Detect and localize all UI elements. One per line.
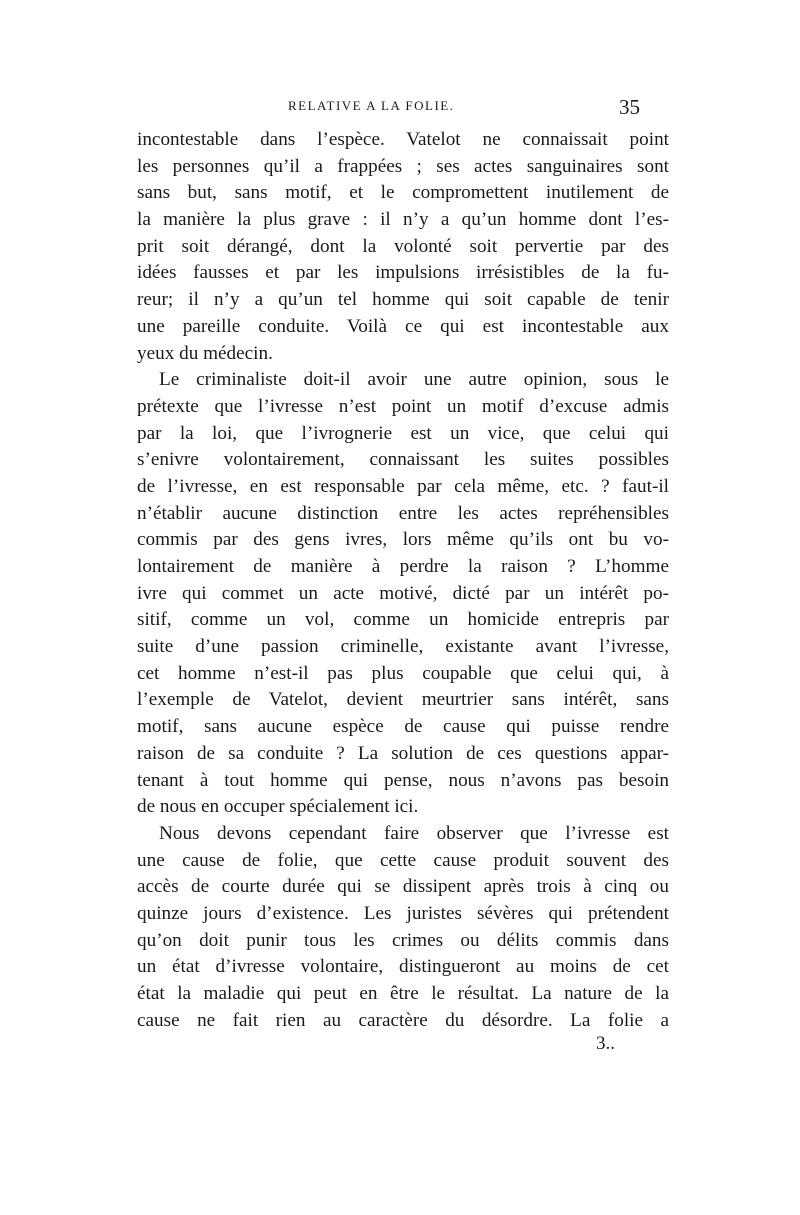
text-line: état la maladie qui peut en être le résultat. La nature de la	[137, 983, 669, 1004]
text-line: ivre qui commet un acte motivé, dicté par un intérêt po-	[137, 582, 669, 604]
text-line: sitif, comme un vol, comme un homicide entrepris par	[137, 609, 669, 631]
running-title: RELATIVE A LA FOLIE.	[288, 98, 455, 113]
text-line: prétexte que l’ivresse n’est point un motif d’excuse admis	[137, 395, 669, 417]
text-line: l’exemple de Vatelot, devient meurtrier sans intérêt, sans	[137, 689, 669, 711]
paragraph-1	[137, 127, 669, 367]
text-line: Le criminaliste doit-il avoir une autre opinion, sous le	[159, 369, 669, 391]
text-line: quinze jours d’existence. Les juristes sévères qui prétendent	[137, 902, 669, 924]
text-line: les personnes qu’il a frappées ; ses actes sanguinaires sont	[137, 155, 669, 177]
text-line: yeux du médecin.	[137, 342, 273, 364]
body-text	[137, 127, 669, 1034]
text-line: n’établir aucune distinction entre les actes repréhensibles	[137, 502, 669, 524]
text-line: une cause de folie, que cette cause produit souvent des	[137, 849, 669, 871]
text-line: prit soit dérangé, dont la volonté soit pervertie par des	[137, 235, 669, 257]
text-line: reur; il n’y a qu’un tel homme qui soit capable de tenir	[137, 289, 669, 311]
text-line: raison de sa conduite ? La solution de ces questions appar-	[137, 742, 669, 764]
text-line: Nous devons cependant faire observer que l’ivresse est	[159, 822, 669, 844]
paragraph-3	[137, 821, 669, 1035]
text-line: une pareille conduite. Voilà ce qui est incontestable aux	[137, 315, 669, 337]
text-line: incontestable dans l’espèce. Vatelot ne connaissait point	[137, 129, 669, 150]
text-line: tenant à tout homme qui pense, nous n’avons pas besoin	[137, 769, 669, 791]
text-line: par la loi, que l’ivrognerie est un vice, que celui qui	[137, 422, 669, 444]
page-number: 35	[619, 95, 640, 119]
text-line: cause ne fait rien au caractère du désordre. La folie a	[137, 1009, 669, 1031]
text-line: accès de courte durée qui se dissipent après trois à cinq ou	[137, 876, 669, 898]
text-line: suite d’une passion criminelle, existante avant l’ivresse,	[137, 636, 669, 658]
text-line: commis par des gens ivres, lors même qu’ils ont bu vo-	[137, 529, 669, 551]
text-line: qu’on doit punir tous les crimes ou délits commis dans	[137, 929, 669, 951]
text-line: un état d’ivresse volontaire, distingueront au moins de cet	[137, 956, 669, 978]
paragraph-2	[137, 367, 669, 821]
text-line: idées fausses et par les impulsions irrésistibles de la fu-	[137, 262, 669, 284]
text-line: lontairement de manière à perdre la raison ? L’homme	[137, 556, 669, 577]
text-line: s’enivre volontairement, connaissant les suites possibles	[137, 449, 669, 471]
text-line: cet homme n’est-il pas plus coupable que celui qui, à	[137, 662, 669, 684]
text-line: motif, sans aucune espèce de cause qui puisse rendre	[137, 716, 669, 738]
text-line: de l’ivresse, en est responsable par cela même, etc. ? faut-il	[137, 475, 669, 497]
running-head	[0, 95, 800, 125]
signature-mark: 3..	[596, 1033, 615, 1054]
text-line: sans but, sans motif, et le compromettent inutilement de	[137, 182, 669, 204]
text-line: de nous en occuper spécialement ici.	[137, 796, 419, 818]
text-line: la manière la plus grave : il n’y a qu’un homme dont l’es-	[137, 209, 669, 231]
